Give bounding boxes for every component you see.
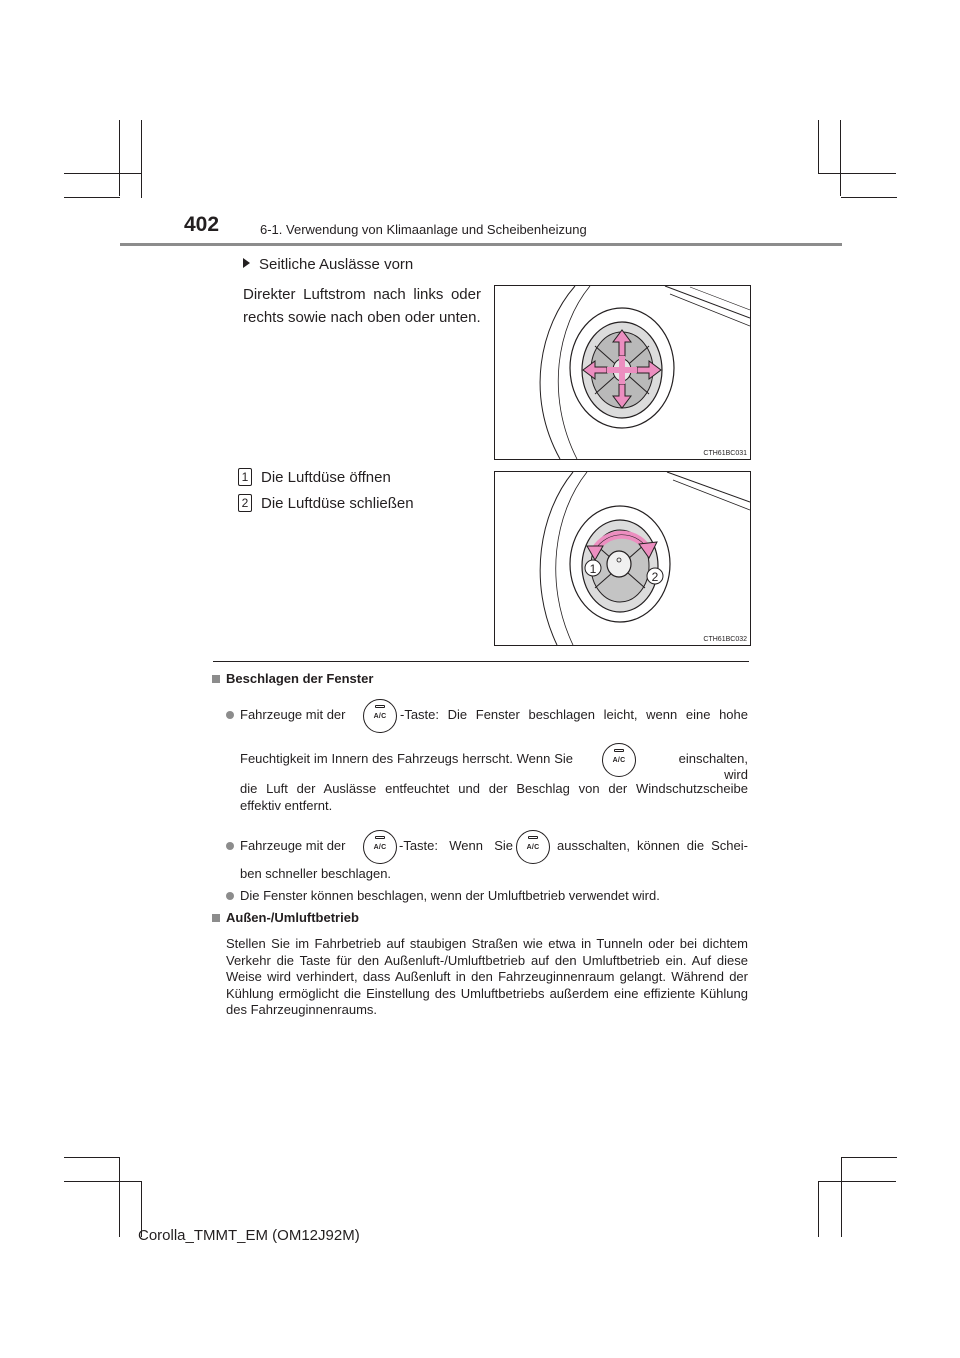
triangle-bullet-icon <box>243 258 250 268</box>
fogging-bullet-2-line-2: ben schneller beschlagen. <box>240 866 392 881</box>
figure-code: CTH61BC031 <box>703 450 747 457</box>
fogging-bullet-2-line-1c: ausschalten, können die Schei- <box>557 838 748 853</box>
fogging-bullet-1-line-2b: einschalten, wird <box>678 751 748 782</box>
sub-heading <box>243 256 413 273</box>
page-number: 402 <box>184 213 220 236</box>
fogging-bullet-2-line-1b: -Taste: Wenn Sie <box>399 838 513 853</box>
header-rule <box>120 243 842 246</box>
step-badge: 2 <box>238 494 252 512</box>
callout-2: 2 <box>651 570 659 584</box>
fogging-bullet-1-line-4: effektiv entfernt. <box>240 798 333 813</box>
fogging-bullet-3: Die Fenster können beschlagen, wenn der Umluftbetrieb verwendet wird. <box>226 888 660 904</box>
fogging-bullet-1-line-1: Fahrzeuge mit der <box>226 707 346 723</box>
ac-button-icon: A/C <box>602 743 636 777</box>
step-open <box>238 468 391 486</box>
round-bullet-icon <box>226 842 234 850</box>
ac-button-icon: A/C <box>363 830 397 864</box>
recirculation-heading-text: Außen-/Umluftbetrieb <box>226 910 359 925</box>
fogging-heading <box>212 671 373 686</box>
section-title: 6-1. Verwendung von Klimaanlage und Scheibenheizung <box>260 222 587 237</box>
fogging-bullet-1-line-2: Feuchtigkeit im Innern des Fahrzeugs herrscht. Wenn Sie <box>240 751 573 766</box>
square-bullet-icon <box>212 675 220 683</box>
footer-text: Corolla_TMMT_EM (OM12J92M) <box>138 1227 360 1244</box>
step-text: Die Luftdüse öffnen <box>261 469 391 486</box>
recirculation-text: Stellen Sie im Fahrbetrieb auf staubigen Straßen wie etwa in Tunneln oder bei dichtem Verkehr die Taste für den Außenluft-/Umluftbetrieb auf den Umluftbetrieb ein. Auf diese Weise wird verhindert, dass Außenluft in den Fahrzeuginnenraum gelangt. Während der Kühlung ermöglicht die Einstellung des Umluftbetriebs außerdem eine effiziente Kühlung des Fahrzeuginnenraums. <box>226 936 748 1018</box>
step-close <box>238 494 414 512</box>
round-bullet-icon <box>226 892 234 900</box>
fogging-bullet-1-line-1b: -Taste: Die Fenster beschlagen leicht, wenn eine hohe <box>400 707 748 722</box>
vent-open-close-illustration <box>495 472 750 645</box>
recirculation-heading <box>212 910 359 925</box>
figure-vent-open-close <box>494 471 751 646</box>
step-badge: 1 <box>238 468 252 486</box>
figure-vent-direction <box>494 285 751 460</box>
round-bullet-icon <box>226 711 234 719</box>
section-divider <box>213 661 749 662</box>
fogging-bullet-2-line-1: Fahrzeuge mit der <box>226 838 346 854</box>
callout-1: 1 <box>589 562 597 576</box>
sub-heading-text: Seitliche Auslässe vorn <box>259 256 414 273</box>
square-bullet-icon <box>212 914 220 922</box>
vent-direction-illustration <box>495 286 750 459</box>
figure-code: CTH61BC032 <box>703 636 747 643</box>
fogging-heading-text: Beschlagen der Fenster <box>226 671 374 686</box>
ac-button-icon: A/C <box>516 830 550 864</box>
ac-button-icon: A/C <box>363 699 397 733</box>
fogging-bullet-1-line-3: die Luft der Auslässe entfeuchtet und der Beschlag von der Windschutzscheibe <box>240 781 748 796</box>
airflow-description: Direkter Luftstrom nach links oder rechts sowie nach oben oder unten. <box>243 286 481 326</box>
step-text: Die Luftdüse schließen <box>261 495 414 512</box>
